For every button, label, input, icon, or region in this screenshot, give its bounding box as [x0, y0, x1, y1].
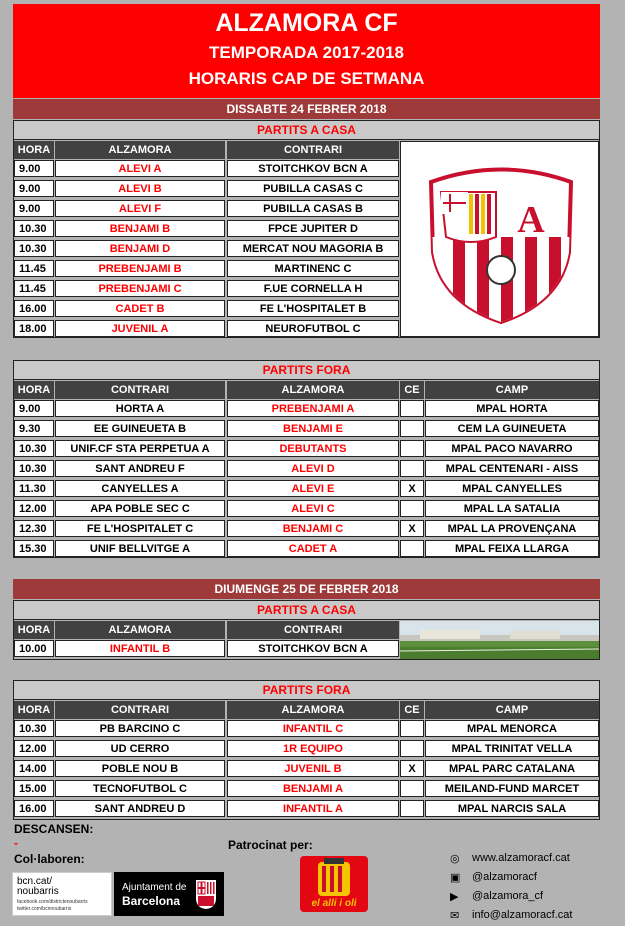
match-time: 10.30 [14, 440, 54, 457]
col-ce: CE [400, 381, 424, 399]
opponent-team: MERCAT NOU MAGORIA B [227, 240, 399, 257]
ce-mark [400, 460, 424, 477]
instagram-icon: ▣ [450, 872, 461, 884]
opponent-team: F.UE CORNELLA H [227, 280, 399, 297]
opponent-team: MARTINENC C [227, 260, 399, 277]
stadium-photo-icon [400, 621, 599, 659]
contact-twitter[interactable]: @alzamora_cf [472, 890, 544, 902]
alzamora-team: CADET B [55, 300, 225, 317]
opponent-team: CANYELLES A [55, 480, 225, 497]
opponent-team: UNIF BELLVITGE A [55, 540, 225, 557]
field-name: CEM LA GUINEUETA [425, 420, 599, 437]
ce-mark [400, 440, 424, 457]
sponsor-logo [300, 856, 368, 912]
match-time: 11.45 [14, 260, 54, 277]
opponent-team: SANT ANDREU F [55, 460, 225, 477]
opponent-team: POBLE NOU B [55, 760, 225, 777]
col-camp: CAMP [425, 701, 599, 719]
opponent-team: SANT ANDREU D [55, 800, 225, 817]
alzamora-team: BENJAMI D [55, 240, 225, 257]
opponent-team: UD CERRO [55, 740, 225, 757]
col-contrari: CONTRARI [55, 701, 225, 719]
opponent-team: PB BARCINO C [55, 720, 225, 737]
field-name: MPAL TRINITAT VELLA [425, 740, 599, 757]
sponsor-jar-icon [300, 856, 368, 900]
nb-line4: twitter.com/bcnnoubarris [17, 906, 72, 912]
opponent-team: UNIF.CF STA PERPETUA A [55, 440, 225, 457]
alzamora-team: CADET A [227, 540, 399, 557]
opponent-team: STOITCHKOV BCN A [227, 640, 399, 657]
alzamora-team: DEBUTANTS [227, 440, 399, 457]
match-time: 10.30 [14, 460, 54, 477]
opponent-team: FPCE JUPITER D [227, 220, 399, 237]
col-hora: HORA [14, 701, 54, 719]
alzamora-team: INFANTIL A [227, 800, 399, 817]
col-camp: CAMP [425, 381, 599, 399]
alzamora-team: INFANTIL B [55, 640, 225, 657]
col-alzamora: ALZAMORA [55, 141, 225, 159]
opponent-team: STOITCHKOV BCN A [227, 160, 399, 177]
opponent-team: FE L'HOSPITALET B [227, 300, 399, 317]
field-name: MPAL PACO NAVARRO [425, 440, 599, 457]
match-time: 16.00 [14, 800, 54, 817]
contact-globe[interactable]: www.alzamoracf.cat [472, 852, 570, 864]
match-time: 9.00 [14, 400, 54, 417]
sponsor-name: el alli i oli [311, 898, 357, 909]
col-contrari: CONTRARI [55, 381, 225, 399]
alzamora-team: BENJAMI C [227, 520, 399, 537]
ce-mark [400, 720, 424, 737]
nb-line2: noubarris [17, 886, 59, 897]
saturday-away-section [13, 360, 600, 558]
globe-icon: ◎ [450, 853, 460, 865]
field-name: MPAL FEIXA LLARGA [425, 540, 599, 557]
match-time: 12.00 [14, 500, 54, 517]
match-time: 18.00 [14, 320, 54, 337]
alzamora-team: ALEVI E [227, 480, 399, 497]
alzamora-team: PREBENJAMI A [227, 400, 399, 417]
col-ce: CE [400, 701, 424, 719]
alzamora-team: ALEVI A [55, 160, 225, 177]
field-name: MEILAND-FUND MARCET [425, 780, 599, 797]
match-time: 14.00 [14, 760, 54, 777]
alzamora-team: ALEVI F [55, 200, 225, 217]
col-contrari: CONTRARI [227, 141, 399, 159]
nb-line1: bcn.cat/ [17, 876, 53, 887]
col-contrari: CONTRARI [227, 621, 399, 639]
contact-instagram[interactable]: @alzamoracf [472, 871, 537, 883]
field-name: MPAL NARCIS SALA [425, 800, 599, 817]
alzamora-team: JUVENIL A [55, 320, 225, 337]
col-hora: HORA [14, 141, 54, 159]
club-title: ALZAMORA CF [215, 9, 398, 37]
alzamora-team: ALEVI C [227, 500, 399, 517]
poster-header [13, 4, 600, 98]
opponent-team: PUBILLA CASAS C [227, 180, 399, 197]
sunday-away-section [13, 680, 600, 820]
col-hora: HORA [14, 621, 54, 639]
match-time: 9.00 [14, 180, 54, 197]
club-crest-icon [401, 142, 600, 338]
barcelona-shield-icon [194, 878, 218, 910]
alzamora-team: PREBENJAMI B [55, 260, 225, 277]
alzamora-team: ALEVI D [227, 460, 399, 477]
match-time: 12.30 [14, 520, 54, 537]
alzamora-team: JUVENIL B [227, 760, 399, 777]
opponent-team: FE L'HOSPITALET C [55, 520, 225, 537]
sponsor-label: Patrocinat per: [228, 838, 313, 852]
section-title: PARTITS A CASA [14, 601, 599, 620]
field-photo [400, 621, 599, 659]
alzamora-team: PREBENJAMI C [55, 280, 225, 297]
field-name: MPAL CANYELLES [425, 480, 599, 497]
match-time: 10.30 [14, 240, 54, 257]
ce-mark [400, 780, 424, 797]
match-time: 12.00 [14, 740, 54, 757]
match-time: 9.00 [14, 200, 54, 217]
match-time: 16.00 [14, 300, 54, 317]
col-hora: HORA [14, 381, 54, 399]
rest-label: DESCANSEN: [14, 822, 94, 836]
svg-text:A: A [517, 199, 545, 241]
ce-mark: X [400, 760, 424, 777]
opponent-team: NEUROFUTBOL C [227, 320, 399, 337]
col-alzamora: ALZAMORA [55, 621, 225, 639]
rest-value: - [14, 836, 18, 850]
ce-mark [400, 420, 424, 437]
alzamora-team: ALEVI B [55, 180, 225, 197]
match-time: 9.30 [14, 420, 54, 437]
contact-mail[interactable]: info@alzamoracf.cat [472, 909, 573, 921]
collab-label: Col·laboren: [14, 852, 85, 866]
mail-icon: ✉ [450, 910, 460, 922]
aj-line1: Ajuntament de [122, 882, 187, 893]
section-title: PARTITS FORA [14, 681, 599, 700]
match-time: 10.30 [14, 220, 54, 237]
saturday-band: DISSABTE 24 FEBRER 2018 [13, 99, 600, 119]
field-name: MPAL MENORCA [425, 720, 599, 737]
section-title: PARTITS A CASA [14, 121, 599, 140]
saturday-home-section [13, 120, 600, 338]
match-time: 9.00 [14, 160, 54, 177]
club-logo [400, 141, 599, 337]
opponent-team: APA POBLE SEC C [55, 500, 225, 517]
alzamora-team: BENJAMI B [55, 220, 225, 237]
schedule-subtitle: HORARIS CAP DE SETMANA [188, 69, 425, 88]
opponent-team: TECNOFUTBOL C [55, 780, 225, 797]
ce-mark [400, 800, 424, 817]
opponent-team: PUBILLA CASAS B [227, 200, 399, 217]
sunday-band: DIUMENGE 25 DE FEBRER 2018 [13, 579, 600, 599]
ce-mark [400, 540, 424, 557]
match-time: 11.45 [14, 280, 54, 297]
col-alzamora: ALZAMORA [227, 701, 399, 719]
field-name: MPAL LA SATALIA [425, 500, 599, 517]
twitter-icon: ▶ [450, 891, 459, 903]
col-alzamora: ALZAMORA [227, 381, 399, 399]
match-time: 11.30 [14, 480, 54, 497]
opponent-team: EE GUINEUETA B [55, 420, 225, 437]
ce-mark [400, 740, 424, 757]
opponent-team: HORTA A [55, 400, 225, 417]
nb-line3: facebook.com/districtenoubarris [17, 899, 88, 905]
match-time: 10.00 [14, 640, 54, 657]
field-name: MPAL LA PROVENÇANA [425, 520, 599, 537]
field-name: MPAL PARC CATALANA [425, 760, 599, 777]
ajuntament-logo [114, 872, 224, 916]
field-name: MPAL HORTA [425, 400, 599, 417]
season-title: TEMPORADA 2017-2018 [209, 43, 404, 62]
alzamora-team: BENJAMI A [227, 780, 399, 797]
ce-mark: X [400, 520, 424, 537]
noubarris-logo [12, 872, 112, 916]
alzamora-team: BENJAMI E [227, 420, 399, 437]
match-time: 15.00 [14, 780, 54, 797]
ce-mark: X [400, 480, 424, 497]
sunday-home-section [13, 600, 600, 660]
ce-mark [400, 500, 424, 517]
alzamora-team: 1R EQUIPO [227, 740, 399, 757]
match-time: 10.30 [14, 720, 54, 737]
ce-mark [400, 400, 424, 417]
match-time: 15.30 [14, 540, 54, 557]
alzamora-team: INFANTIL C [227, 720, 399, 737]
section-title: PARTITS FORA [14, 361, 599, 380]
field-name: MPAL CENTENARI - AISS [425, 460, 599, 477]
aj-line2: Barcelona [122, 894, 181, 908]
